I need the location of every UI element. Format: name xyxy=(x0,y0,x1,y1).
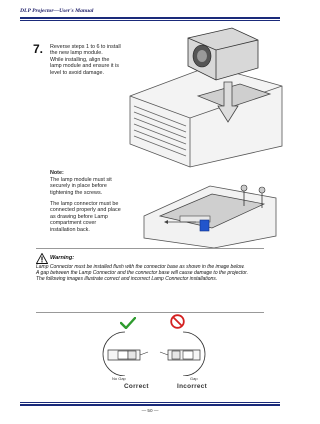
correct-label: Correct xyxy=(124,383,149,390)
incorrect-label: Incorrect xyxy=(177,383,208,390)
connector-illustration xyxy=(140,176,278,250)
step-instruction-2: While installing, align the lamp module and ensure it is level to avoid damage. xyxy=(50,56,119,76)
warning-title: Warning: xyxy=(50,255,75,261)
lamp-install-illustration xyxy=(120,26,284,168)
header-title: DLP Projector—User's Manual xyxy=(20,8,94,14)
no-entry-icon xyxy=(170,314,185,329)
warning-line-1: Lamp Connector must be installed flush with the connector base as shown in the image below. xyxy=(36,264,245,270)
page-number: — 50 — xyxy=(141,408,159,413)
warning-line-3: The following images illustrate correct and incorrect Lamp Connector installations. xyxy=(36,276,218,283)
footer-rule xyxy=(20,404,280,406)
header-rule xyxy=(20,17,280,19)
correct-connector-diagram xyxy=(100,330,150,376)
check-icon xyxy=(120,317,136,329)
header-rule-thin xyxy=(20,20,280,21)
warning-text xyxy=(36,264,268,283)
footer-rule-thin xyxy=(20,402,280,403)
note-line-1: The lamp module must sit securely in place before tightening the screws. xyxy=(50,177,112,196)
step-instruction: Reverse steps 1 to 6 to install the new lamp module. xyxy=(50,44,121,57)
step-instruction-block xyxy=(50,44,122,76)
note-line-2: The lamp connector must be connected properly and place as drawing before Lamp compartment cover installation back. xyxy=(50,201,121,233)
gap-label: Gap xyxy=(190,376,198,381)
step-number: 7. xyxy=(33,42,44,56)
warning-icon xyxy=(36,253,48,264)
note-title: Note: xyxy=(50,170,64,176)
no-gap-label: No Gap xyxy=(112,376,126,381)
warning-line-2: A gap between the Lamp Connector and the connector base will cause damage to the projector. xyxy=(36,270,248,277)
incorrect-connector-diagram xyxy=(158,330,208,376)
